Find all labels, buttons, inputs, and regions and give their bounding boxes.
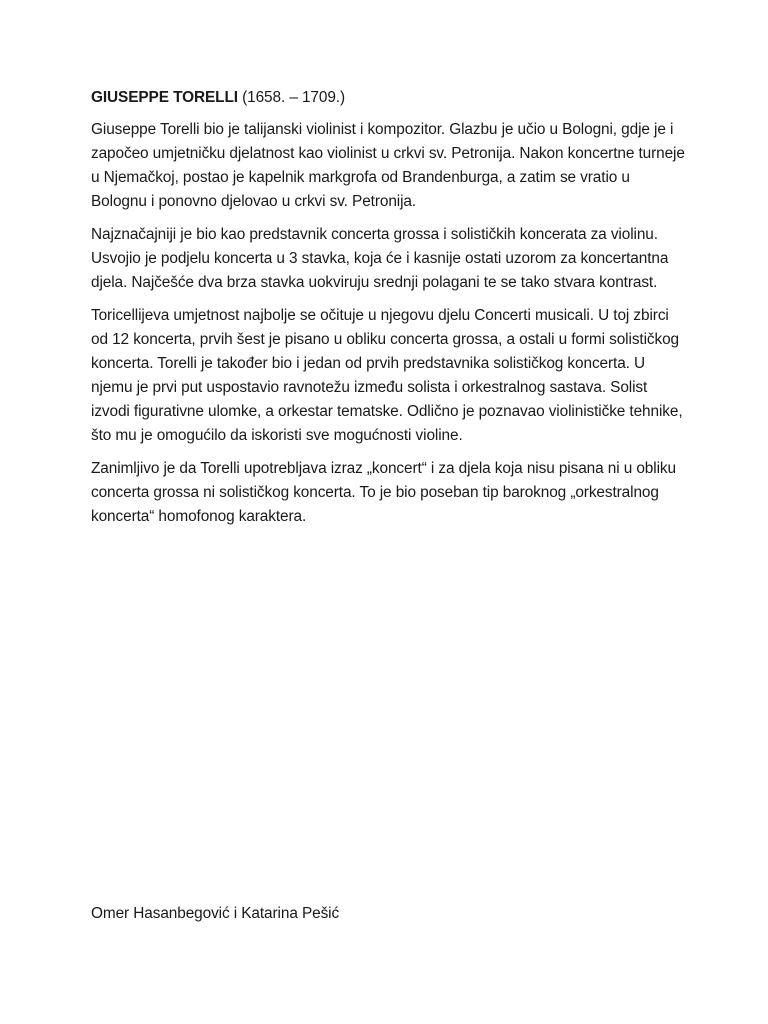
document-body xyxy=(91,86,687,538)
paragraph-concerto-form: Najznačajniji je bio kao predstavnik concerta grossa i solističkih koncerata za violinu. Usvojio je podjelu koncerta u 3 stavka, koja će i kasnije ostati uzorom za koncertantna djela. Najčešće dva brza stavka uokviruju srednji polagani te se tako stvara kontrast. xyxy=(91,226,669,291)
authors-line: Omer Hasanbegović i Katarina Pešić xyxy=(91,905,340,922)
paragraph-concerti-musicali: Toricellijeva umjetnost najbolje se očituje u njegovu djelu Concerti musicali. U toj zbirci od 12 koncerta, prvih šest je pisano u obliku concerta grossa, a ostali u formi solističkog koncerta. Torelli je također bio i jedan od prvih predstavnika solističkog koncerta. U njemu je prvi put uspostavio ravnotežu između solista i orkestralnog sastava. Solist izvodi figurativne ulomke, a orkestar tematske. Odlično je poznavao violinističke tehnike, što mu je omogućilo da iskoristi sve mogućnosti violine. xyxy=(91,307,683,444)
composer-name: GIUSEPPE TORELLI xyxy=(91,89,238,106)
composer-dates: (1658. – 1709.) xyxy=(242,89,345,106)
document-heading xyxy=(91,86,687,110)
paragraph-biography: Giuseppe Torelli bio je talijanski violinist i kompozitor. Glazbu je učio u Bologni, gdje je i započeo umjetničku djelatnost kao violinist u crkvi sv. Petronija. Nakon koncertne turneje u Njemačkoj, postao je kapelnik markgrofa od Brandenburga, a zatim se vratio u Bolognu i ponovno djelovao u crkvi sv. Petronija. xyxy=(91,121,685,210)
paragraph-orchestral-concerto: Zanimljivo je da Torelli upotrebljava izraz „koncert“ i za djela koja nisu pisana ni u obliku concerta grossa ni solističkog koncerta. To je bio poseban tip baroknog „orkestralnog koncerta“ homofonog karaktera. xyxy=(91,460,676,525)
